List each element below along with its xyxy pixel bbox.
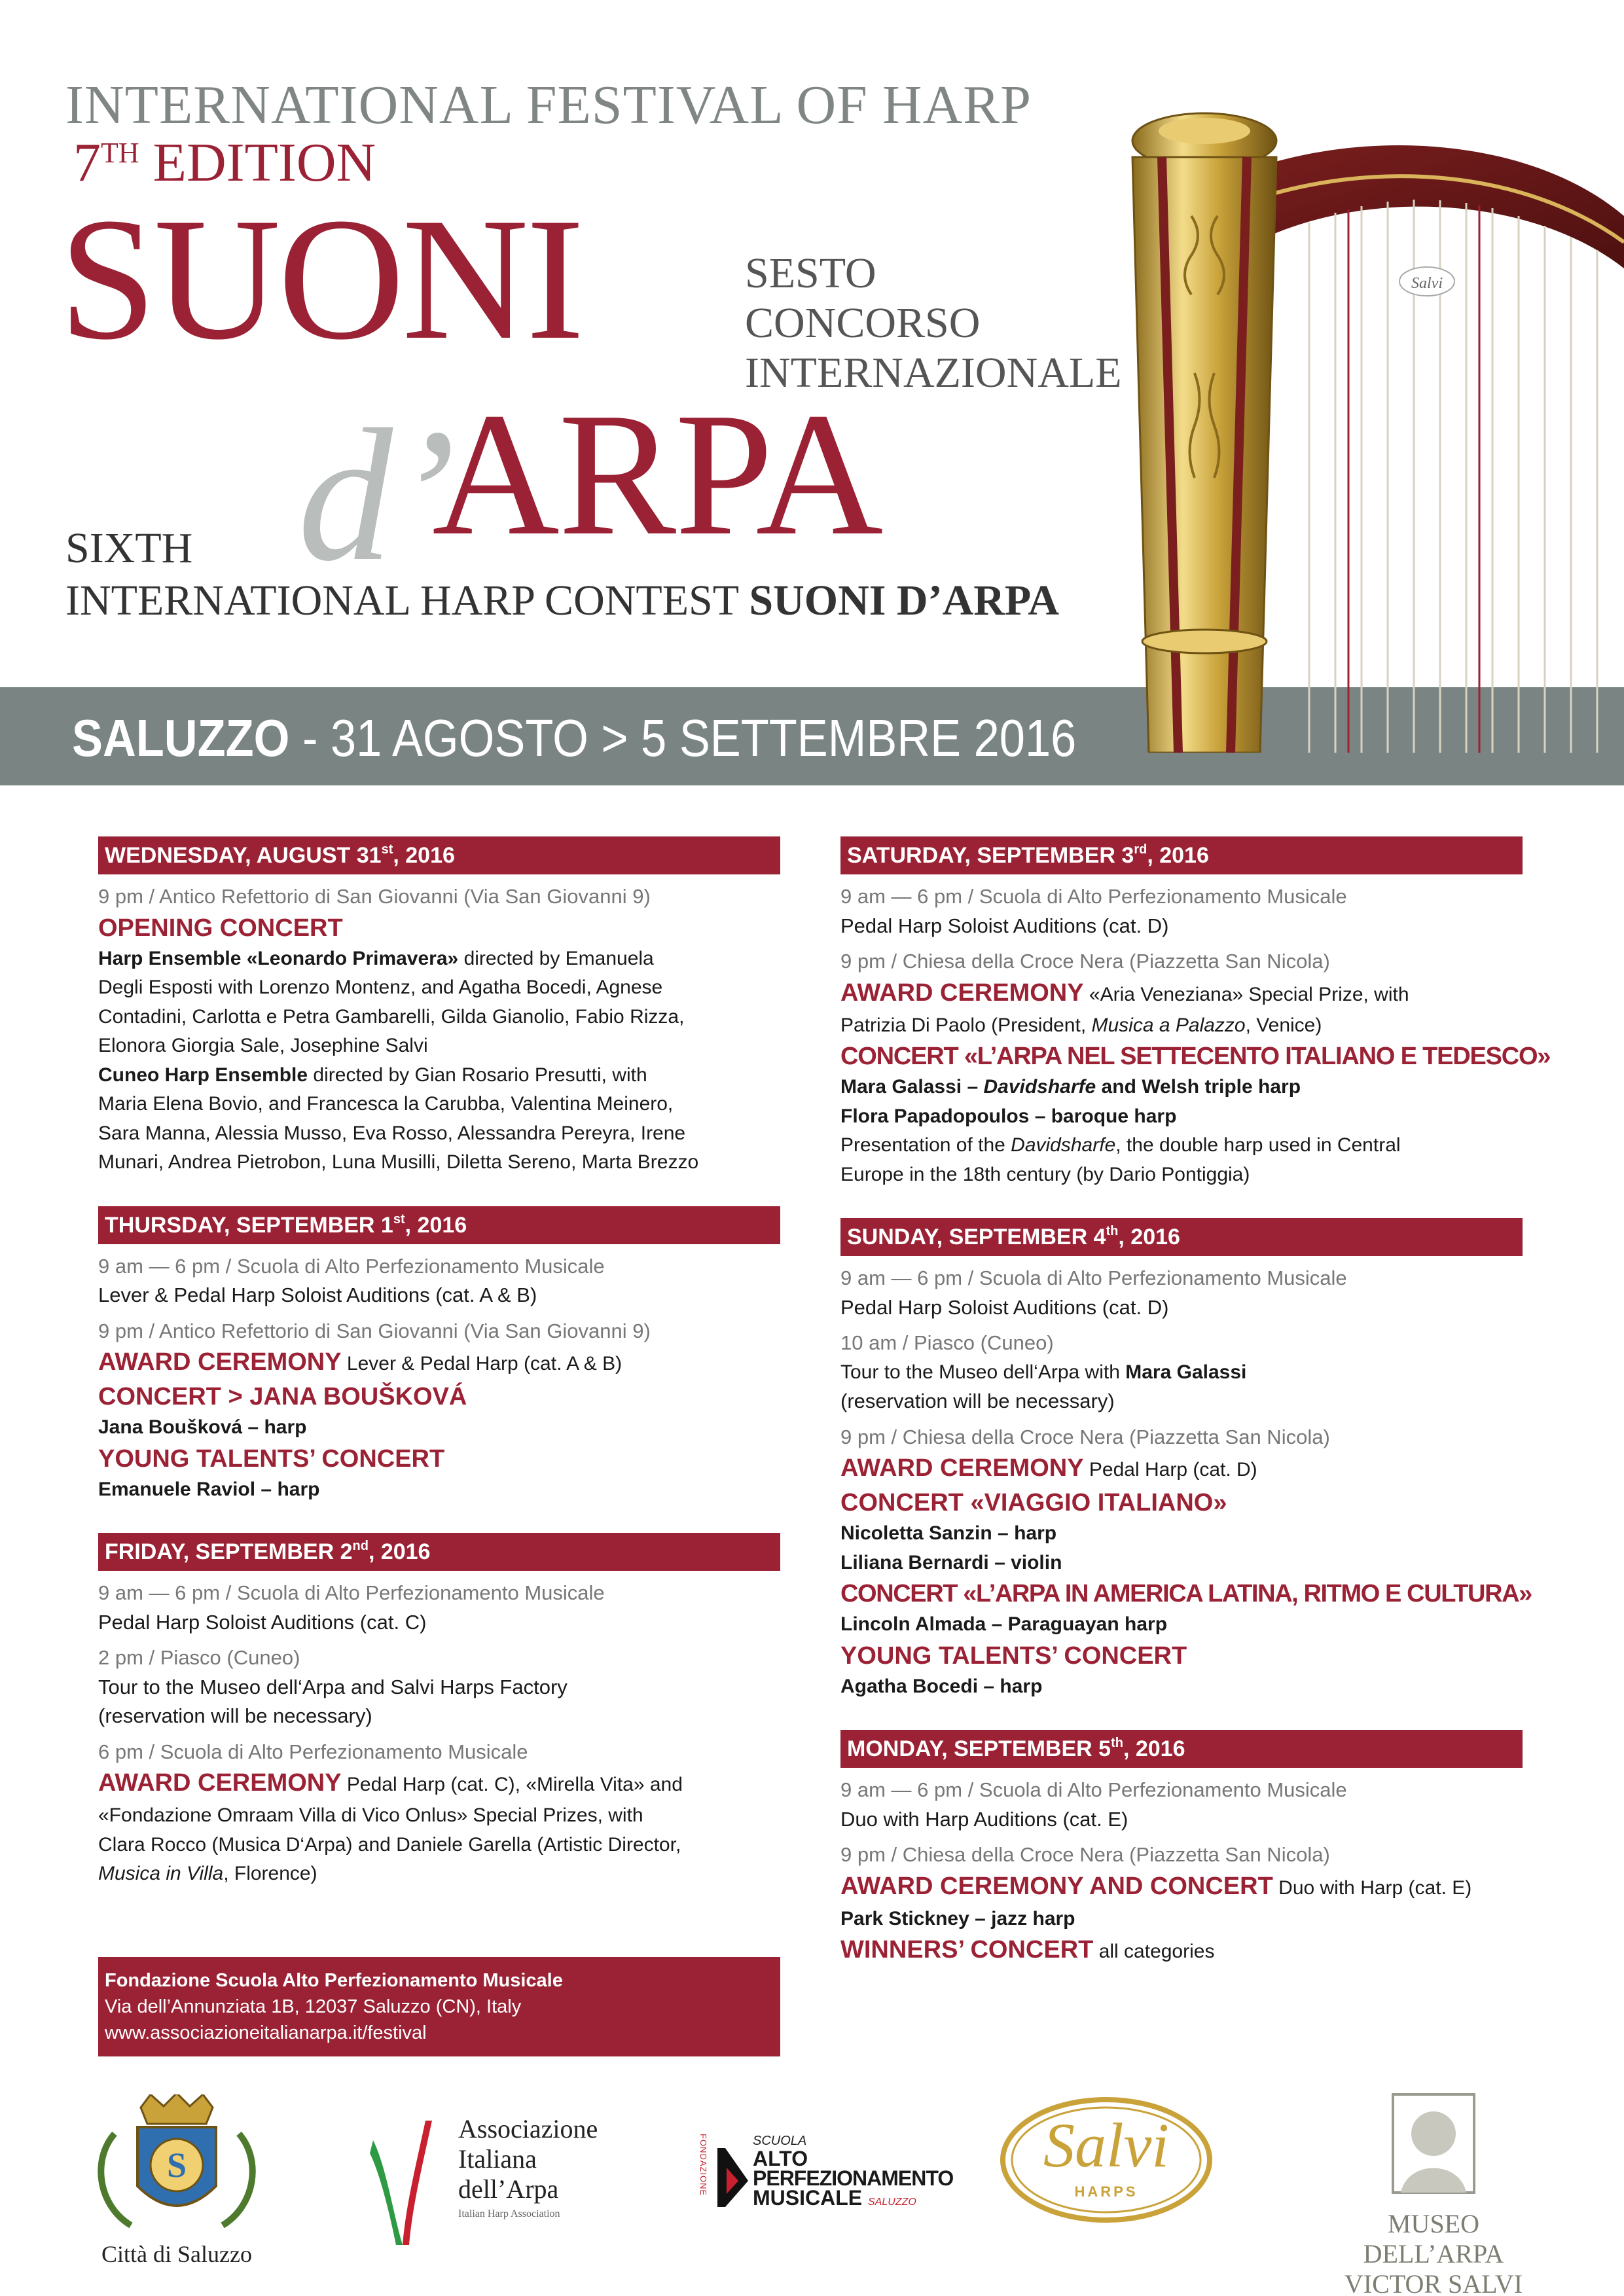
scuola-line: PERFEZIONAMENTO <box>753 2166 954 2190</box>
aia-line: Italiana <box>458 2144 537 2174</box>
event <box>840 1776 1523 1834</box>
day-monday <box>840 1730 1523 1968</box>
museo-line: VICTOR SALVI <box>1344 2269 1523 2296</box>
event <box>98 882 780 1177</box>
day-thursday <box>98 1206 780 1505</box>
aia-flag-icon <box>367 2114 439 2245</box>
title-arpa: ARPA <box>432 376 882 572</box>
event-title: AWARD CEREMONY «Aria Veneziana» Special Prize, with <box>840 978 1409 1007</box>
performer-line: Cuneo Harp Ensemble directed by Gian Rosario Presutti, with <box>98 1064 647 1086</box>
museo-portrait-icon <box>1316 2088 1551 2206</box>
event-desc: Clara Rocco (Musica D‘Arpa) and Daniele Garella (Artistic Director, <box>98 1833 681 1856</box>
day-header-sup: st <box>381 842 393 857</box>
event-time: 9 pm / Chiesa della Croce Nera (Piazzetta San Nicola) <box>840 1843 1330 1866</box>
performer-line: Sara Manna, Alessia Musso, Eva Rosso, Alessandra Pereyra, Irene <box>98 1122 686 1144</box>
program-right-column <box>840 836 1551 1997</box>
event <box>840 947 1551 1189</box>
event-title: AWARD CEREMONY Pedal Harp (cat. C), «Mirella Vita» and <box>98 1769 683 1797</box>
performer-line: Harp Ensemble «Leonardo Primavera» directed by Emanuela <box>98 947 654 969</box>
sesto-line: SESTO <box>745 249 876 297</box>
event-title: CONCERT «L’ARPA IN AMERICA LATINA, RITMO E CULTURA» <box>840 1580 1532 1607</box>
event <box>840 1264 1523 1322</box>
event <box>98 1579 780 1637</box>
contact-box <box>98 1957 780 2056</box>
day-wednesday <box>98 836 780 1177</box>
day-header: SATURDAY, SEPTEMBER 3rd, 2016 <box>840 836 1523 874</box>
event-desc: Musica in Villa, Florence) <box>98 1863 317 1884</box>
event-time: 9 pm / Chiesa della Croce Nera (Piazzetta San Nicola) <box>840 950 1330 973</box>
event-time: 9 am — 6 pm / Scuola di Alto Perfezionamento Musicale <box>98 1254 605 1278</box>
day-header-text: WEDNESDAY, AUGUST 31 <box>105 843 382 868</box>
event <box>98 1738 780 1889</box>
event-desc: Europe in the 18th century (by Dario Pontiggia) <box>840 1163 1250 1185</box>
svg-text:S: S <box>166 2145 187 2185</box>
aia-line: Associazione <box>458 2114 598 2144</box>
harp-illustration <box>1113 98 1624 753</box>
performer-line: Munari, Andrea Pietrobon, Luna Musilli, Diletta Sereno, Marta Brezzo <box>98 1151 699 1173</box>
scuola-vertical-text: FONDAZIONE <box>698 2134 708 2197</box>
date-band-text <box>72 708 1076 768</box>
performer: Jana Boušková – harp <box>98 1416 307 1438</box>
event-time: 10 am / Piasco (Cuneo) <box>840 1331 1054 1354</box>
event-desc: Tour to the Museo dell‘Arpa and Salvi Harps Factory <box>98 1675 568 1698</box>
title-d: d’ <box>298 390 456 600</box>
contest-label <box>65 576 1059 626</box>
performer: Emanuele Raviol – harp <box>98 1478 320 1500</box>
edition-word: EDITION <box>153 132 376 193</box>
logo-citta-di-saluzzo <box>79 2094 275 2265</box>
performer: Flora Papadopoulos – baroque harp <box>840 1105 1177 1127</box>
event-time: 9 pm / Antico Refettorio di San Giovanni (Via San Giovanni 9) <box>98 885 651 908</box>
event <box>98 1643 780 1731</box>
event-time: 9 am — 6 pm / Scuola di Alto Perfezionamento Musicale <box>840 1266 1347 1289</box>
event-desc: «Fondazione Omraam Villa di Vico Onlus» Special Prizes, with <box>98 1804 643 1826</box>
saluzzo-crest-icon <box>79 2094 275 2232</box>
performer: Lincoln Almada – Paraguayan harp <box>840 1613 1168 1635</box>
band-city: SALUZZO <box>72 709 290 767</box>
performer: Nicoletta Sanzin – harp <box>840 1522 1057 1544</box>
scuola-line: MUSICALE <box>753 2186 863 2210</box>
day-sunday <box>840 1218 1532 1701</box>
day-header: THURSDAY, SEPTEMBER 1st, 2016 <box>98 1206 780 1244</box>
performer: Liliana Bernardi – violin <box>840 1551 1062 1573</box>
saluzzo-caption: Città di Saluzzo <box>101 2241 252 2267</box>
event-time: 9 pm / Antico Refettorio di San Giovanni (Via San Giovanni 9) <box>98 1319 651 1342</box>
event-desc: Duo with Harp Auditions (cat. E) <box>840 1807 1128 1831</box>
performer: Park Stickney – jazz harp <box>840 1907 1075 1929</box>
performer-line: Degli Esposti with Lorenzo Montenz, and Agatha Bocedi, Agnese <box>98 977 663 998</box>
edition-number: 7 <box>73 132 101 193</box>
event-title: AWARD CEREMONY AND CONCERT Duo with Harp (cat. E) <box>840 1872 1472 1900</box>
event <box>840 882 1523 941</box>
logo-museo-arpa-victor-salvi <box>1316 2088 1551 2296</box>
event-time: 9 am — 6 pm / Scuola di Alto Perfezionamento Musicale <box>98 1581 605 1604</box>
event-desc: Pedal Harp Soloist Auditions (cat. D) <box>840 914 1169 937</box>
event-desc: (reservation will be necessary) <box>840 1390 1115 1412</box>
band-dates: - 31 AGOSTO > 5 SETTEMBRE 2016 <box>289 709 1077 767</box>
event-title: CONCERT «VIAGGIO ITALIANO» <box>840 1489 1227 1516</box>
logo-associazione-italiana-arpa <box>367 2114 628 2245</box>
contest-text: INTERNATIONAL HARP CONTEST <box>65 577 738 624</box>
event-desc: Lever & Pedal Harp Soloist Auditions (cat. A & B) <box>98 1283 537 1306</box>
event-title: YOUNG TALENTS’ CONCERT <box>98 1444 445 1473</box>
day-header: SUNDAY, SEPTEMBER 4th, 2016 <box>840 1218 1523 1256</box>
performer-line: Contadini, Carlotta e Petra Gambarelli, Gilda Gianolio, Fabio Rizza, <box>98 1005 685 1028</box>
event-title: WINNERS’ CONCERT all categories <box>840 1936 1215 1964</box>
edition-suffix: TH <box>101 137 139 169</box>
program-left-column <box>98 836 780 1918</box>
salvi-wordmark: Salvi <box>1043 2110 1169 2180</box>
event-time: 9 am — 6 pm / Scuola di Alto Perfezionamento Musicale <box>840 885 1347 908</box>
event <box>98 1317 780 1505</box>
event <box>840 1329 1523 1416</box>
event <box>840 1423 1532 1702</box>
day-header: MONDAY, SEPTEMBER 5th, 2016 <box>840 1730 1523 1768</box>
aia-line: dell’Arpa <box>458 2174 559 2204</box>
event-desc: Presentation of the Davidsharfe, the double harp used in Central <box>840 1134 1401 1156</box>
event-title: AWARD CEREMONY Lever & Pedal Harp (cat. A & B) <box>98 1348 623 1376</box>
event <box>840 1840 1523 1968</box>
logo-scuola-alto-perfezionamento <box>694 2134 954 2232</box>
event-title: AWARD CEREMONY Pedal Harp (cat. D) <box>840 1454 1257 1482</box>
scuola-mark-icon <box>712 2142 751 2214</box>
salvi-sub: HARPS <box>1074 2183 1138 2200</box>
logo-salvi-harps <box>998 2094 1214 2225</box>
event-time: 2 pm / Piasco (Cuneo) <box>98 1646 300 1669</box>
day-friday <box>98 1533 780 1889</box>
contact-org: Fondazione Scuola Alto Perfezionamento Musicale <box>105 1970 563 1991</box>
event-time: 9 pm / Chiesa della Croce Nera (Piazzetta San Nicola) <box>840 1425 1330 1448</box>
festival-title: INTERNATIONAL FESTIVAL OF HARP <box>65 75 1032 135</box>
event-desc: Pedal Harp Soloist Auditions (cat. D) <box>840 1295 1169 1319</box>
sesto-line: CONCORSO <box>745 299 981 347</box>
aia-subtitle: Italian Harp Association <box>458 2208 560 2219</box>
performer-line: Elonora Giorgia Sale, Josephine Salvi <box>98 1035 428 1056</box>
event-time: 9 am — 6 pm / Scuola di Alto Perfezionamento Musicale <box>840 1778 1347 1801</box>
scuola-small: SCUOLA <box>753 2134 807 2148</box>
day-header <box>98 836 780 874</box>
event-time: 6 pm / Scuola di Alto Perfezionamento Musicale <box>98 1740 528 1763</box>
event-title: CONCERT «L’ARPA NEL SETTECENTO ITALIANO E TEDESCO» <box>840 1043 1551 1070</box>
contest-bold: SUONI D’ARPA <box>749 577 1059 624</box>
contact-website[interactable]: www.associazioneitalianarpa.it/festival <box>105 2022 427 2043</box>
performer-line: Maria Elena Bovio, and Francesca la Carubba, Valentina Meinero, <box>98 1093 674 1115</box>
event-title: YOUNG TALENTS’ CONCERT <box>840 1641 1187 1670</box>
day-header: FRIDAY, SEPTEMBER 2nd, 2016 <box>98 1533 780 1571</box>
performer: Agatha Bocedi – harp <box>840 1675 1043 1697</box>
event-title: OPENING CONCERT <box>98 914 343 942</box>
scuola-line: ALTO <box>753 2147 808 2170</box>
event-desc: Tour to the Museo dell‘Arpa with Mara Galassi <box>840 1361 1247 1383</box>
event-desc: Patrizia Di Paolo (President, Musica a Palazzo, Venice) <box>840 1014 1322 1036</box>
museo-line: MUSEO DELL’ARPA <box>1363 2209 1504 2269</box>
event-desc: Pedal Harp Soloist Auditions (cat. C) <box>98 1610 427 1634</box>
scuola-city: SALUZZO <box>868 2197 916 2208</box>
day-header-year: , 2016 <box>393 843 455 868</box>
event-desc: (reservation will be necessary) <box>98 1704 372 1727</box>
event <box>98 1252 780 1310</box>
performer: Mara Galassi – Davidsharfe and Welsh triple harp <box>840 1076 1301 1098</box>
sesto-line: INTERNAZIONALE <box>745 349 1122 397</box>
title-suoni: SUONI <box>59 181 582 376</box>
day-saturday <box>840 836 1551 1189</box>
event-title: CONCERT > JANA BOUŠKOVÁ <box>98 1383 467 1410</box>
contact-address: Via dell’Annunziata 1B, 12037 Saluzzo (CN), Italy <box>105 1996 522 2017</box>
harp-brand-plaque: Salvi <box>1411 275 1443 292</box>
sixth-label: SIXTH <box>65 524 193 572</box>
sesto-concorso <box>745 249 1122 398</box>
